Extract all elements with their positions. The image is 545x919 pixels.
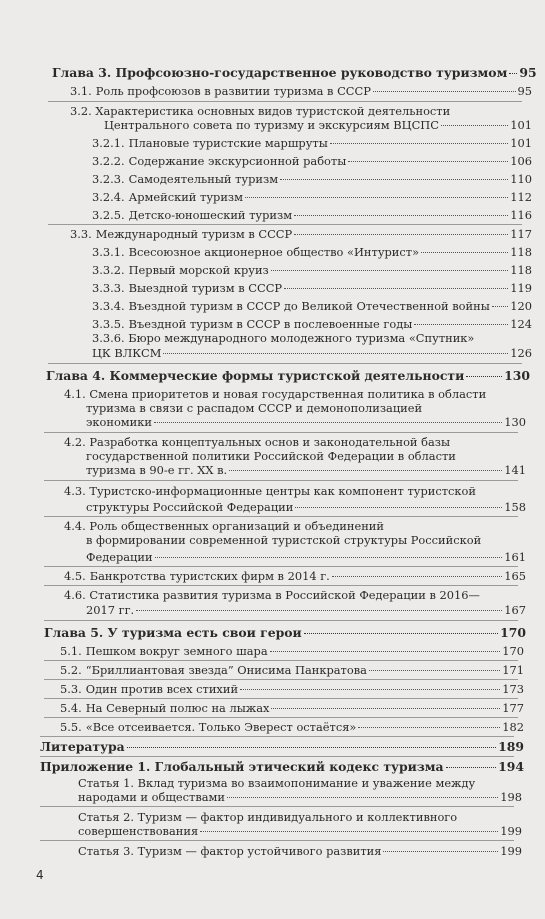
toc-section-3-3-4 (92, 299, 532, 313)
section-title: Въездной туризм в СССР в послевоенные годы (128, 317, 413, 331)
section-number: 3.1. (70, 84, 92, 98)
toc-section-3-2-4 (92, 190, 532, 204)
divider (44, 516, 518, 517)
page-ref: 120 (510, 299, 532, 313)
toc-section-4-4-line1 (64, 519, 384, 533)
page-ref: 101 (510, 118, 532, 132)
dot-leader (163, 353, 508, 354)
section-title-line: Статистика развития туризма в Российской Федерации в 2016— (89, 588, 480, 602)
divider (48, 101, 522, 102)
toc-article-2-line2 (78, 824, 522, 838)
page-ref: 199 (500, 844, 522, 858)
dot-leader (446, 767, 497, 768)
divider (40, 806, 514, 807)
chapter-title: Приложение 1. Глобальный этический кодекс туризма (40, 759, 444, 774)
dot-leader (369, 670, 500, 671)
toc-section-3-2-2 (92, 154, 532, 168)
toc-section-3-1 (70, 84, 532, 98)
dot-leader (332, 576, 502, 577)
dot-leader (127, 747, 496, 748)
toc-article-3 (78, 844, 522, 858)
page-ref: 124 (510, 317, 532, 331)
section-number: 3.2.5. (92, 208, 125, 222)
toc-section-4-4-line2 (86, 533, 481, 547)
section-number: 4.4. (64, 519, 86, 533)
section-number: 3.3. (70, 227, 92, 241)
section-number: 4.2. (64, 435, 86, 449)
toc-section-3-3-3 (92, 281, 532, 295)
section-title: Детско-юношеский туризм (128, 208, 293, 222)
chapter-title: Глава 4. Коммерческие формы туристской деятельности (46, 368, 465, 383)
section-number: 4.3. (64, 484, 86, 498)
dot-leader (270, 651, 501, 652)
divider (44, 620, 518, 621)
toc-section-4-1-line1 (64, 387, 486, 401)
page-ref: 177 (502, 701, 524, 715)
toc-section-4-2-line2 (86, 449, 456, 463)
article-title-line: совершенствования (78, 824, 199, 838)
divider (44, 717, 518, 718)
section-number: 3.2.1. (92, 136, 125, 150)
section-title: Первый морской круиз (128, 263, 269, 277)
section-title-line: Центрального совета по туризму и экскурсиям ВЦСПС (104, 118, 439, 132)
dot-leader (284, 288, 508, 289)
page-ref: 95 (517, 84, 532, 98)
toc-section-3-3-6-line1 (92, 331, 474, 345)
dot-leader (466, 376, 502, 377)
dot-leader (245, 197, 508, 198)
dot-leader (155, 557, 503, 558)
toc-section-4-3-line2 (86, 500, 526, 514)
page-ref: 158 (504, 500, 526, 514)
divider (44, 679, 518, 680)
section-title: Плановые туристские маршруты (128, 136, 328, 150)
page-ref: 118 (510, 245, 532, 259)
section-title-line: государственной политики Российской Федерации в области (86, 449, 456, 463)
toc-section-4-5 (64, 569, 526, 583)
section-title: «Все отсеивается. Только Эверест остаётся» (85, 720, 357, 734)
toc-section-3-3-2 (92, 263, 532, 277)
dot-leader (229, 470, 502, 471)
section-number: 4.1. (64, 387, 86, 401)
section-title: Содержание экскурсионной работы (128, 154, 347, 168)
dot-leader (492, 306, 508, 307)
section-title: Роль профсоюзов в развитии туризма в СССР (95, 84, 371, 98)
section-title: Международный туризм в СССР (95, 227, 293, 241)
divider (44, 698, 518, 699)
divider (48, 224, 522, 225)
toc-section-3-2-5 (92, 208, 532, 222)
toc-chapter-5 (44, 626, 526, 640)
section-title: “Бриллиантовая звезда” Онисима Панкратова (85, 663, 367, 677)
toc-section-4-2-line1 (64, 435, 450, 449)
divider (44, 585, 518, 586)
toc-section-5-3 (60, 682, 524, 696)
dot-leader (227, 797, 498, 798)
toc-section-5-2 (60, 663, 524, 677)
toc-section-3-2-line2 (104, 118, 532, 132)
toc-chapter-4 (46, 369, 530, 383)
page-ref: 141 (504, 463, 526, 477)
page-ref: 198 (500, 790, 522, 804)
section-title: Банкротства туристских фирм в 2014 г. (89, 569, 330, 583)
page-number: 4 (36, 868, 44, 882)
dot-leader (330, 143, 508, 144)
section-number: 5.4. (60, 701, 82, 715)
toc-section-4-1-line2 (86, 401, 422, 415)
dot-leader (358, 727, 500, 728)
dot-leader (280, 179, 508, 180)
dot-leader (136, 610, 502, 611)
article-title-line: Статья 2. Туризм — фактор индивидуального и коллективного (78, 810, 458, 824)
page-ref: 106 (510, 154, 532, 168)
page-ref: 95 (519, 65, 537, 80)
section-title-line: Разработка концептуальных основ и законодательной базы (89, 435, 451, 449)
section-number: 3.3.6. (92, 331, 125, 345)
page-ref: 182 (502, 720, 524, 734)
page-ref: 119 (510, 281, 532, 295)
toc-section-3-2-line1 (70, 104, 450, 118)
section-title-line: структуры Российской Федерации (86, 500, 294, 514)
toc-appendix-1 (40, 760, 524, 774)
dot-leader (383, 851, 498, 852)
section-title-line: ЦК ВЛКСМ (92, 346, 162, 360)
page-ref: 161 (504, 550, 526, 564)
dot-leader (348, 161, 508, 162)
section-title-line: Бюро международного молодежного туризма «Спутник» (128, 331, 475, 345)
page-ref: 170 (500, 625, 526, 640)
page-ref: 194 (498, 759, 524, 774)
section-title-line: экономики (86, 415, 152, 429)
toc-section-4-6-line1 (64, 588, 480, 602)
page-ref: 165 (504, 569, 526, 583)
toc-section-4-6-line2 (86, 603, 526, 617)
section-title-line: в формировании современной туристской структуры Российской (86, 533, 482, 547)
toc-section-5-4 (60, 701, 524, 715)
section-title-line: Роль общественных организаций и объединений (89, 519, 384, 533)
page-ref: 199 (500, 824, 522, 838)
dot-leader (200, 831, 498, 832)
page-ref: 117 (510, 227, 532, 241)
section-title-line: 2017 гг. (86, 603, 135, 617)
dot-leader (414, 324, 508, 325)
page-ref: 118 (510, 263, 532, 277)
dot-leader (373, 91, 516, 92)
article-title-line: Статья 1. Вклад туризма во взаимопонимание и уважение между (78, 776, 476, 790)
dot-leader (294, 234, 508, 235)
toc-section-4-3-line1 (64, 484, 476, 498)
page-ref: 167 (504, 603, 526, 617)
toc-section-4-4-line3 (86, 550, 526, 564)
section-title-line: Туристско-информационные центры как компонент туристской (89, 484, 476, 498)
dot-leader (271, 270, 508, 271)
toc-section-5-5 (60, 720, 524, 734)
toc-section-3-3-6-line2 (92, 346, 532, 360)
section-title: Всесоюзное акционерное общество «Интурист» (128, 245, 420, 259)
page-ref: 110 (510, 172, 532, 186)
toc-section-5-1 (60, 644, 524, 658)
toc-article-1-line2 (78, 790, 522, 804)
section-number: 3.2.2. (92, 154, 125, 168)
divider (44, 480, 518, 481)
section-number: 3.2.4. (92, 190, 125, 204)
chapter-title: Глава 3. Профсоюзно-государственное руководство туризмом (52, 65, 508, 80)
toc-section-4-1-line3 (86, 415, 526, 429)
toc-chapter-3 (52, 65, 537, 80)
section-title-line: Федерации (86, 550, 153, 564)
section-number: 3.3.5. (92, 317, 125, 331)
page-ref: 130 (504, 415, 526, 429)
dot-leader (154, 422, 502, 423)
toc-article-1-line1 (78, 776, 475, 790)
page-ref: 173 (502, 682, 524, 696)
divider (44, 432, 518, 433)
toc-article-2-line1 (78, 810, 457, 824)
dot-leader (240, 689, 500, 690)
article-title-line: народами и обществами (78, 790, 226, 804)
section-number: 3.2. (70, 104, 92, 118)
dot-leader (294, 215, 508, 216)
dot-leader (295, 507, 502, 508)
dot-leader (441, 125, 508, 126)
page-ref: 170 (502, 644, 524, 658)
page-ref: 130 (504, 368, 530, 383)
chapter-title: Глава 5. У туризма есть свои герои (44, 625, 302, 640)
section-title: Въездной туризм в СССР до Великой Отечественной войны (128, 299, 490, 313)
toc-literature (40, 740, 524, 754)
toc-section-3-3 (70, 227, 532, 241)
section-number: 5.2. (60, 663, 82, 677)
dot-leader (509, 73, 517, 74)
section-number: 5.3. (60, 682, 82, 696)
section-number: 3.3.1. (92, 245, 125, 259)
page-ref: 112 (510, 190, 532, 204)
chapter-title: Литература (40, 739, 125, 754)
dot-leader (271, 708, 500, 709)
article-title: Статья 3. Туризм — фактор устойчивого развития (78, 844, 382, 858)
page-ref: 189 (498, 739, 524, 754)
section-number: 4.6. (64, 588, 86, 602)
toc-section-3-3-1 (92, 245, 532, 259)
divider (40, 756, 514, 757)
section-title: На Северный полюс на лыжах (85, 701, 270, 715)
section-number: 5.1. (60, 644, 82, 658)
section-title-line: туризма в 90-е гг. XX в. (86, 463, 228, 477)
section-title-line: Смена приоритетов и новая государственная политика в области (89, 387, 487, 401)
section-number: 5.5. (60, 720, 82, 734)
section-number: 3.2.3. (92, 172, 125, 186)
section-title-line: Характеристика основных видов туристской деятельности (95, 104, 451, 118)
page-ref: 101 (510, 136, 532, 150)
toc-section-3-2-3 (92, 172, 532, 186)
toc-section-4-2-line3 (86, 463, 526, 477)
divider (48, 363, 522, 364)
toc-section-3-2-1 (92, 136, 532, 150)
section-title-line: туризма в связи с распадом СССР и демонополизацией (86, 401, 423, 415)
toc-section-3-3-5 (92, 317, 532, 331)
section-title: Выездной туризм в СССР (128, 281, 283, 295)
dot-leader (304, 633, 498, 634)
page-ref: 171 (502, 663, 524, 677)
divider (40, 840, 514, 841)
dot-leader (421, 252, 508, 253)
section-number: 4.5. (64, 569, 86, 583)
section-number: 3.3.2. (92, 263, 125, 277)
page-ref: 116 (510, 208, 532, 222)
section-title: Самодеятельный туризм (128, 172, 279, 186)
section-title: Армейский туризм (128, 190, 243, 204)
divider (44, 660, 518, 661)
section-title: Пешком вокруг земного шара (85, 644, 268, 658)
divider (44, 566, 518, 567)
page-ref: 126 (510, 346, 532, 360)
section-number: 3.3.4. (92, 299, 125, 313)
divider (40, 736, 514, 737)
section-number: 3.3.3. (92, 281, 125, 295)
section-title: Один против всех стихий (85, 682, 239, 696)
